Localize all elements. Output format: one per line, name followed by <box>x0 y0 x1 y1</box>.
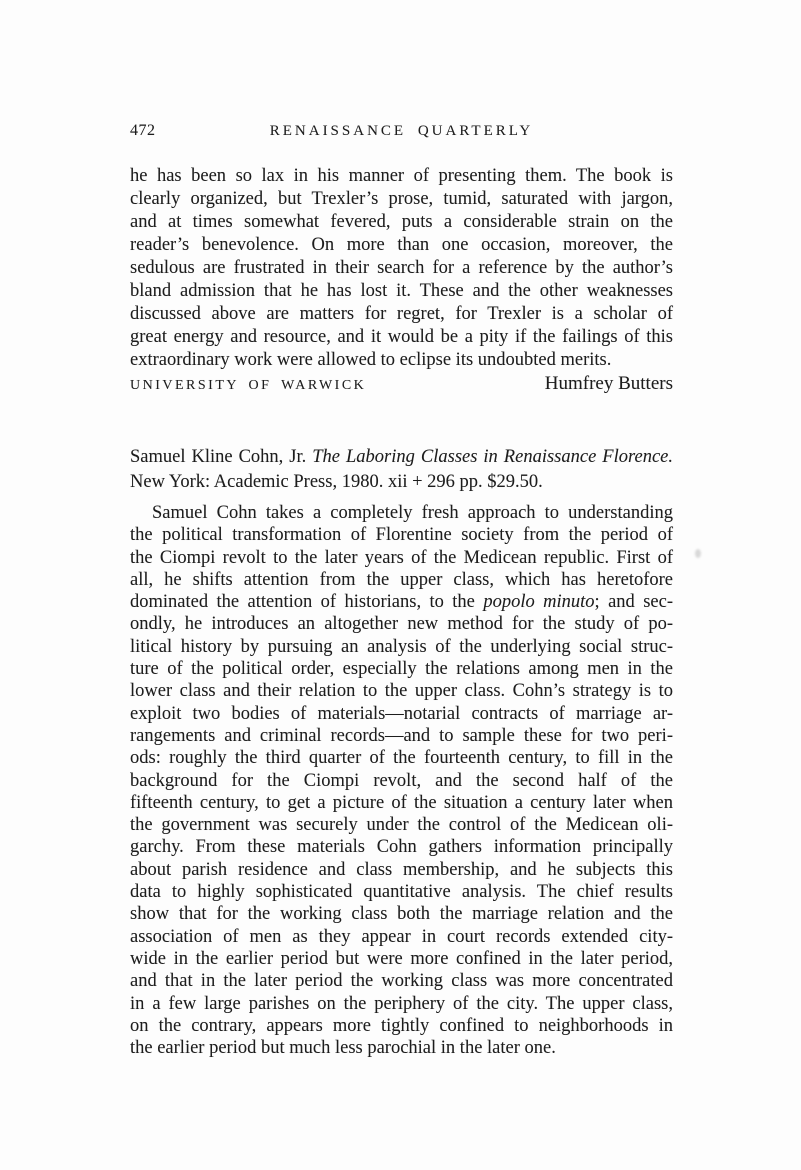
text-line: sedulous are frustrated in their search for a reference by the author’s <box>130 258 673 278</box>
cohn-review-paragraph <box>130 502 673 1059</box>
text-line: ondly, he introduces an altogether new method for the study of po- <box>130 614 673 635</box>
book-citation <box>130 445 673 495</box>
text-line: extraordinary work were allowed to eclipse its undoubted merits. <box>130 350 612 370</box>
text-line: Samuel Cohn takes a completely fresh approach to understanding <box>152 503 673 523</box>
reviewer-affiliation: UNIVERSITY OF WARWICK <box>130 378 367 393</box>
text-line: dominated the attention of historians, to the popolo minuto; and sec- <box>130 592 673 613</box>
text-line: discussed above are matters for regret, for Trexler is a scholar of <box>130 304 673 324</box>
text-line: the earlier period but much less parochial in the later one. <box>130 1038 556 1059</box>
text-line: and at times somewhat fevered, puts a considerable strain on the <box>130 212 673 232</box>
text-line: on the contrary, appears more tightly confined to neighborhoods in <box>130 1015 673 1036</box>
text-block <box>130 121 673 1059</box>
text-line: exploit two bodies of materials—notarial contracts of marriage ar- <box>130 703 673 724</box>
text-line: Samuel Kline Cohn, Jr. The Laboring Classes in Renaissance Florence. <box>130 447 673 467</box>
text-line: the political transformation of Florentine society from the period of <box>130 525 673 546</box>
text-line: ture of the political order, especially the relations among men in the <box>130 659 673 680</box>
scan-artifact <box>695 549 701 558</box>
trexler-review-closing-paragraph <box>130 165 673 372</box>
text-line: he has been so lax in his manner of presenting them. The book is <box>130 166 673 186</box>
page-header <box>130 121 673 141</box>
text-line: the Ciompi revolt to the later years of the Medicean republic. First of <box>130 547 673 568</box>
text-line: about parish residence and class membership, and he subjects this <box>130 859 673 880</box>
text-line: background for the Ciompi revolt, and the second half of the <box>130 770 673 791</box>
text-line: clearly organized, but Trexler’s prose, tumid, saturated with jargon, <box>130 189 673 209</box>
text-line: association of men as they appear in court records extended city- <box>130 926 673 947</box>
reviewer-name: Humfrey Butters <box>544 373 673 394</box>
text-line: fifteenth century, to get a picture of the situation a century later when <box>130 792 673 813</box>
text-line: garchy. From these materials Cohn gathers information principally <box>130 837 673 858</box>
journal-title: RENAISSANCE QUARTERLY <box>269 123 534 139</box>
text-line: the government was securely under the control of the Medicean oli- <box>130 815 673 836</box>
reviewer-signature-line <box>130 372 673 397</box>
text-line: great energy and resource, and it would be a pity if the failings of this <box>130 327 673 347</box>
text-line: show that for the working class both the marriage relation and the <box>130 904 673 925</box>
text-line: all, he shifts attention from the upper class, which has heretofore <box>130 569 673 590</box>
text-line: rangements and criminal records—and to sample these for two peri- <box>130 725 673 746</box>
text-line: wide in the earlier period but were more confined in the later period, <box>130 948 673 969</box>
text-line: New York: Academic Press, 1980. xii + 296 pp. $29.50. <box>130 472 543 492</box>
page-number: 472 <box>130 122 156 139</box>
text-line: data to highly sophisticated quantitative analysis. The chief results <box>130 882 673 903</box>
text-line: reader’s benevolence. On more than one occasion, moreover, the <box>130 235 673 255</box>
text-line: and that in the later period the working class was more concentrated <box>130 971 673 992</box>
text-line: litical history by pursuing an analysis of the underlying social struc- <box>130 636 673 657</box>
text-line: ods: roughly the third quarter of the fourteenth century, to fill in the <box>130 748 673 769</box>
text-line: bland admission that he has lost it. These and the other weaknesses <box>130 281 673 301</box>
text-line: in a few large parishes on the periphery of the city. The upper class, <box>130 993 673 1014</box>
text-line: lower class and their relation to the upper class. Cohn’s strategy is to <box>130 681 673 702</box>
